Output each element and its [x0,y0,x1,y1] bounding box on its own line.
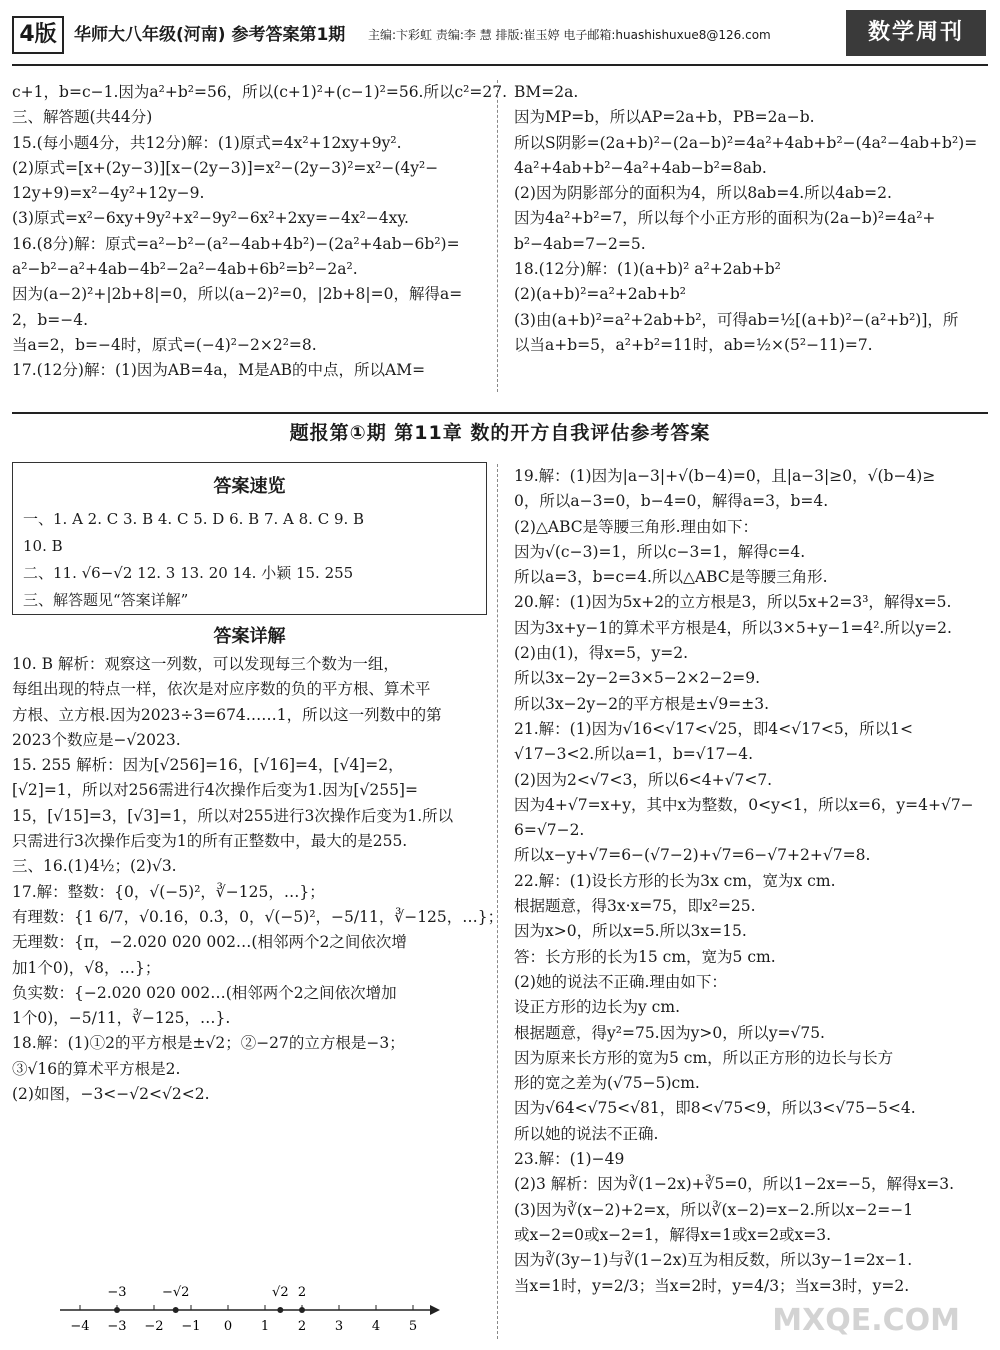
bottom-left-column [12,652,504,1107]
text-line: 当x=1时，y=2/3；当x=2时，y=4/3；当x=3时，y=2. [514,1276,910,1295]
text-line: 因为√(c−3)=1，所以c−3=1，解得c=4. [514,542,806,561]
text-line: 答：长方形的长为15 cm，宽为5 cm. [514,947,776,966]
text-line: 18.(12分)解：(1)(a+b)² a²+2ab+b² [514,260,781,279]
text-line: 16.(8分)解：原式=a²−b²−(a²−4ab+4b²)−(2a²+4ab−6b²)= [12,234,460,253]
text-line: 17.(12分)解：(1)因为AB=4a，M是AB的中点，所以AM= [12,361,426,380]
answer-line: 三、解答题见“答案详解” [23,591,189,609]
text-line: 因为3x+y−1的算术平方根是4，所以3×5+y−1=4².所以y=2. [514,618,952,637]
number-line-point-label: 2 [297,1285,307,1300]
text-line: 所以她的说法不正确. [514,1124,659,1143]
number-line-tick-label: 0 [223,1319,233,1334]
number-line-tick-label: 1 [260,1319,270,1334]
text-line: 17.解：整数：{0，√(−5)²，∛−125，…}； [12,882,325,901]
number-line-tick-label: −1 [181,1319,201,1334]
text-line: (2)她的说法不正确.理由如下： [514,972,727,991]
text-line: 21.解：(1)因为√16<√17<√25，即4<√17<5，所以1< [514,719,914,738]
text-line: 19.解：(1)因为|a−3|+√(b−4)=0，且|a−3|≥0，√(b−4)≥ [514,467,936,485]
text-line: 加1个0)，√8，…}； [12,958,161,977]
text-line: 2，b=−4. [12,310,89,329]
answer-line: 10. B [23,537,63,555]
text-line: BM=2a. [514,83,579,101]
text-line: 0，所以a−3=0，b−4=0，解得a=3，b=4. [514,492,829,511]
text-line: 所以x−y+√7=6−(√7−2)+√7=6−√7+2+√7=8. [514,846,871,865]
top-left-column [12,80,508,384]
text-line: 三、16.(1)4½；(2)√3. [12,857,177,876]
text-line: 根据题意，得y²=75.因为y>0，所以y=√75. [514,1023,825,1042]
text-line: 所以3x−2y−2的平方根是±√9=±3. [514,694,770,713]
text-line: 因为√64<√75<√81，即8<√75<9，所以3<√75−5<4. [514,1099,916,1118]
text-line: 三、解答题(共44分) [12,108,153,127]
number-line-tick-label: 3 [334,1319,344,1334]
answer-line: 一、1. A 2. C 3. B 4. C 5. D 6. B 7. A 8. C 9. B [23,510,365,528]
text-line: 4a²+4ab+b²−4a²+4ab−b²=8ab. [514,158,767,177]
top-right-column [514,80,988,358]
text-line: 无理数：{π，−2.020 020 002…(相邻两个2之间依次增 [12,933,407,952]
number-line-point [277,1307,283,1313]
section-rule [12,412,988,414]
text-line: 所以S阴影=(2a+b)²−(2a−b)²=4a²+4ab+b²−(4a²−4ab+b²)= [514,133,978,152]
answer-line: 二、11. √6−√2 12. 3 13. 20 14. 小颖 15. 255 [23,564,354,582]
text-line: (2)由(1)，得x=5，y=2. [514,644,689,663]
text-line: (2)因为阴影部分的面积为4，所以8ab=4.所以4ab=2. [514,184,892,203]
text-line: [√2]=1，所以对256需进行4次操作后变为1.因为[√255]= [12,781,418,800]
page-header [0,0,1000,70]
text-line: (2)因为2<√7<3，所以6<4+√7<7. [514,770,773,789]
text-line: (3)由(a+b)²=a²+2ab+b²，可得ab=½[(a+b)²−(a²+b²)]，所 [514,310,959,329]
text-line: 20.解：(1)因为5x+2的立方根是3，所以5x+2=3³，解得x=5. [514,593,952,612]
text-line: 每组出现的特点一样，依次是对应序数的负的平方根、算术平 [12,680,431,699]
text-line: (2)原式=[x+(2y−3)][x−(2y−3)]=x²−(2y−3)²=x²−(4y²− [12,158,439,177]
text-line: (2)(a+b)²=a²+2ab+b² [514,285,686,304]
text-line: 6=√7−2. [514,821,585,840]
number-line-tick-label: 5 [408,1319,418,1334]
text-line: 根据题意，得3x·x=75，即x²=25. [514,897,756,916]
text-line: ③√16的算术平方根是2. [12,1059,181,1078]
number-line-tick-label: 2 [297,1319,307,1334]
number-line [60,1278,440,1338]
number-line-point [299,1307,305,1313]
text-line: a²−b²−a²+4ab−4b²−2a²−4ab+6b²=b²−2a². [12,260,358,279]
text-line: 23.解：(1)−49 [514,1150,625,1169]
text-line: 12y+9)=x²−4y²+12y−9. [12,184,205,203]
text-line: 所以3x−2y−2=3×5−2×2−2=9. [514,669,761,688]
text-line: (2)△ABC是等腰三角形.理由如下： [514,517,759,536]
text-line: 负实数：{−2.020 020 002…(相邻两个2之间依次增加 [12,983,397,1002]
text-line: 2023个数应是−√2023. [12,730,181,749]
text-line: 因为∛(3y−1)与∛(1−2x)互为相反数，所以3y−1=2x−1. [514,1251,913,1270]
text-line: (3)因为∛(x−2)+2=x，所以∛(x−2)=x−2.所以x−2=−1 [514,1200,914,1219]
publication-title: 华师大八年级(河南) 参考答案第1期 [74,25,346,45]
number-line-point-label: −√2 [161,1285,190,1300]
text-line: 当a=2，b=−4时，原式=(−4)²−2×2²=8. [12,335,317,354]
header-rule [12,64,988,66]
text-line: 因为(a−2)²+|2b+8|=0，所以(a−2)²=0，|2b+8|=0，解得a= [12,285,463,304]
column-divider [497,464,498,1339]
text-line: b²−4ab=7−2=5. [514,234,646,253]
text-line: 因为x>0，所以x=5.所以3x=15. [514,922,747,941]
number-line-tick-label: −2 [144,1319,164,1334]
page-version: 4版 [12,16,64,54]
text-line: 因为4a²+b²=7，所以每个小正方形的面积为(2a−b)²=4a²+ [514,209,936,228]
text-line: 因为MP=b，所以AP=2a+b，PB=2a−b. [514,108,815,127]
number-line-arrow [430,1305,440,1315]
brand-logo: 数学周刊 [846,10,986,56]
text-line: 因为4+√7=x+y，其中x为整数，0<y<1，所以x=6，y=4+√7− [514,795,974,814]
text-line: 以当a+b=5，a²+b²=11时，ab=½×(5²−11)=7. [514,335,873,354]
answer-overview-box [12,462,487,615]
detail-title: 答案详解 [213,626,286,647]
text-line: 1个0)，−5/11，∛−125，…}. [12,1009,231,1028]
text-line: 所以a=3，b=c=4.所以△ABC是等腰三角形. [514,568,828,587]
text-line: 形的宽之差为(√75−5)cm. [514,1074,700,1093]
text-line: (2)3 解析：因为∛(1−2x)+∛5=0，所以1−2x=−5，解得x=3. [514,1175,955,1194]
text-line: 因为原来长方形的宽为5 cm，所以正方形的边长与长方 [514,1048,894,1067]
number-line-point-label: −3 [107,1285,127,1300]
answer-overview-title: 答案速览 [213,476,286,497]
text-line: 有理数：{1 6/7，√0.16，0.3̇，0，√(−5)²，−5/11，∛−125，…}； [12,907,504,926]
editor-info: 主编:卞彩虹 责编:李 慧 排版:崔玉婷 电子邮箱:huashishuxue8@126.com [368,28,771,42]
text-line: 18.解：(1)①2的平方根是±√2；②−27的立方根是−3； [12,1034,405,1053]
text-line: (2)如图，−3<−√2<√2<2. [12,1085,210,1104]
text-line: c+1，b=c−1.因为a²+b²=56，所以(c+1)²+(c−1)²=56.所以c²=27. [12,83,508,101]
text-line: √17−3<2.所以a=1，b=√17−4. [514,745,754,764]
text-line: 或x−2=0或x−2=1，解得x=1或x=2或x=3. [514,1225,832,1244]
text-line: 15.(每小题4分，共12分)解：(1)原式=4x²+12xy+9y². [12,133,402,152]
text-line: 设正方形的边长为y cm. [514,998,680,1017]
number-line-tick-label: −3 [107,1319,127,1334]
number-line-tick-label: −4 [70,1319,90,1334]
number-line-point-label: √2 [272,1285,289,1300]
column-divider [497,80,498,392]
text-line: (3)原式=x²−6xy+9y²+x²−9y²−6x²+2xy=−4x²−4xy. [12,209,409,228]
bottom-right-column [514,464,988,1299]
text-line: 15，[√15]=3，[√3]=1，所以对255进行3次操作后变为1.所以 [12,806,454,825]
text-line: 15. 255 解析：因为[√256]=16，[√16]=4，[√4]=2， [12,756,404,775]
number-line-point [173,1307,179,1313]
section-title: 题报第①期 第11章 数的开方自我评估参考答案 [289,422,711,444]
text-line: 10. B 解析：观察这一列数，可以发现每三个数为一组， [12,655,399,673]
watermark: MXQE.COM [772,1303,960,1338]
text-line: 22.解：(1)设长方形的长为3x cm，宽为x cm. [514,871,836,890]
section-header [0,412,1000,448]
number-line-point [114,1307,120,1313]
text-line: 只需进行3次操作后变为1的所有正整数中，最大的是255. [12,832,408,851]
text-line: 方根、立方根.因为2023÷3=674……1，所以这一列数中的第 [12,705,442,724]
number-line-tick-label: 4 [371,1319,381,1334]
